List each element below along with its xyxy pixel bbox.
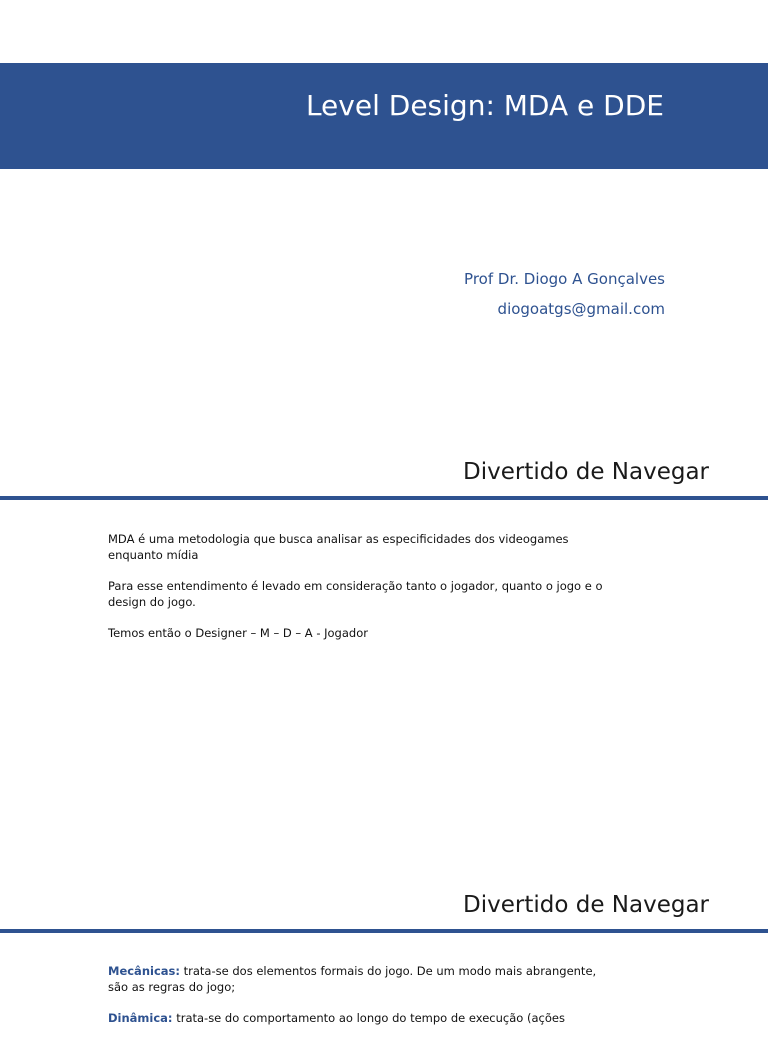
author-name: Prof Dr. Diogo A Gonçalves xyxy=(464,270,665,288)
slide-2-body xyxy=(108,532,608,658)
slide-3-body xyxy=(108,964,608,1043)
slide-3-item xyxy=(108,964,608,995)
slide-3-item xyxy=(108,1011,608,1027)
slide-2-divider xyxy=(0,496,768,500)
slide-2-paragraph: Temos então o Designer – M – D – A - Jogador xyxy=(108,626,368,640)
slide-2-paragraph: MDA é uma metodologia que busca analisar as especificidades dos videogames enquanto mídia xyxy=(108,532,569,562)
title-band xyxy=(0,63,768,169)
slide-2-heading: Divertido de Navegar xyxy=(463,459,709,485)
term-mecanicas: Mecânicas: xyxy=(108,964,180,978)
slide-3-divider xyxy=(0,929,768,933)
author-email: diogoatgs@gmail.com xyxy=(497,300,665,318)
slide-3-heading: Divertido de Navegar xyxy=(463,892,709,918)
term-description: trata-se dos elementos formais do jogo. De um modo mais abrangente, são as regras do jogo; xyxy=(108,964,597,994)
author-block xyxy=(464,264,665,324)
slide-2-paragraph: Para esse entendimento é levado em consideração tanto o jogador, quanto o jogo e o design do jogo. xyxy=(108,579,603,609)
term-dinamica: Dinâmica: xyxy=(108,1011,173,1025)
presentation-title: Level Design: MDA e DDE xyxy=(305,89,664,122)
term-description: trata-se do comportamento ao longo do tempo de execução (ações xyxy=(172,1011,565,1025)
